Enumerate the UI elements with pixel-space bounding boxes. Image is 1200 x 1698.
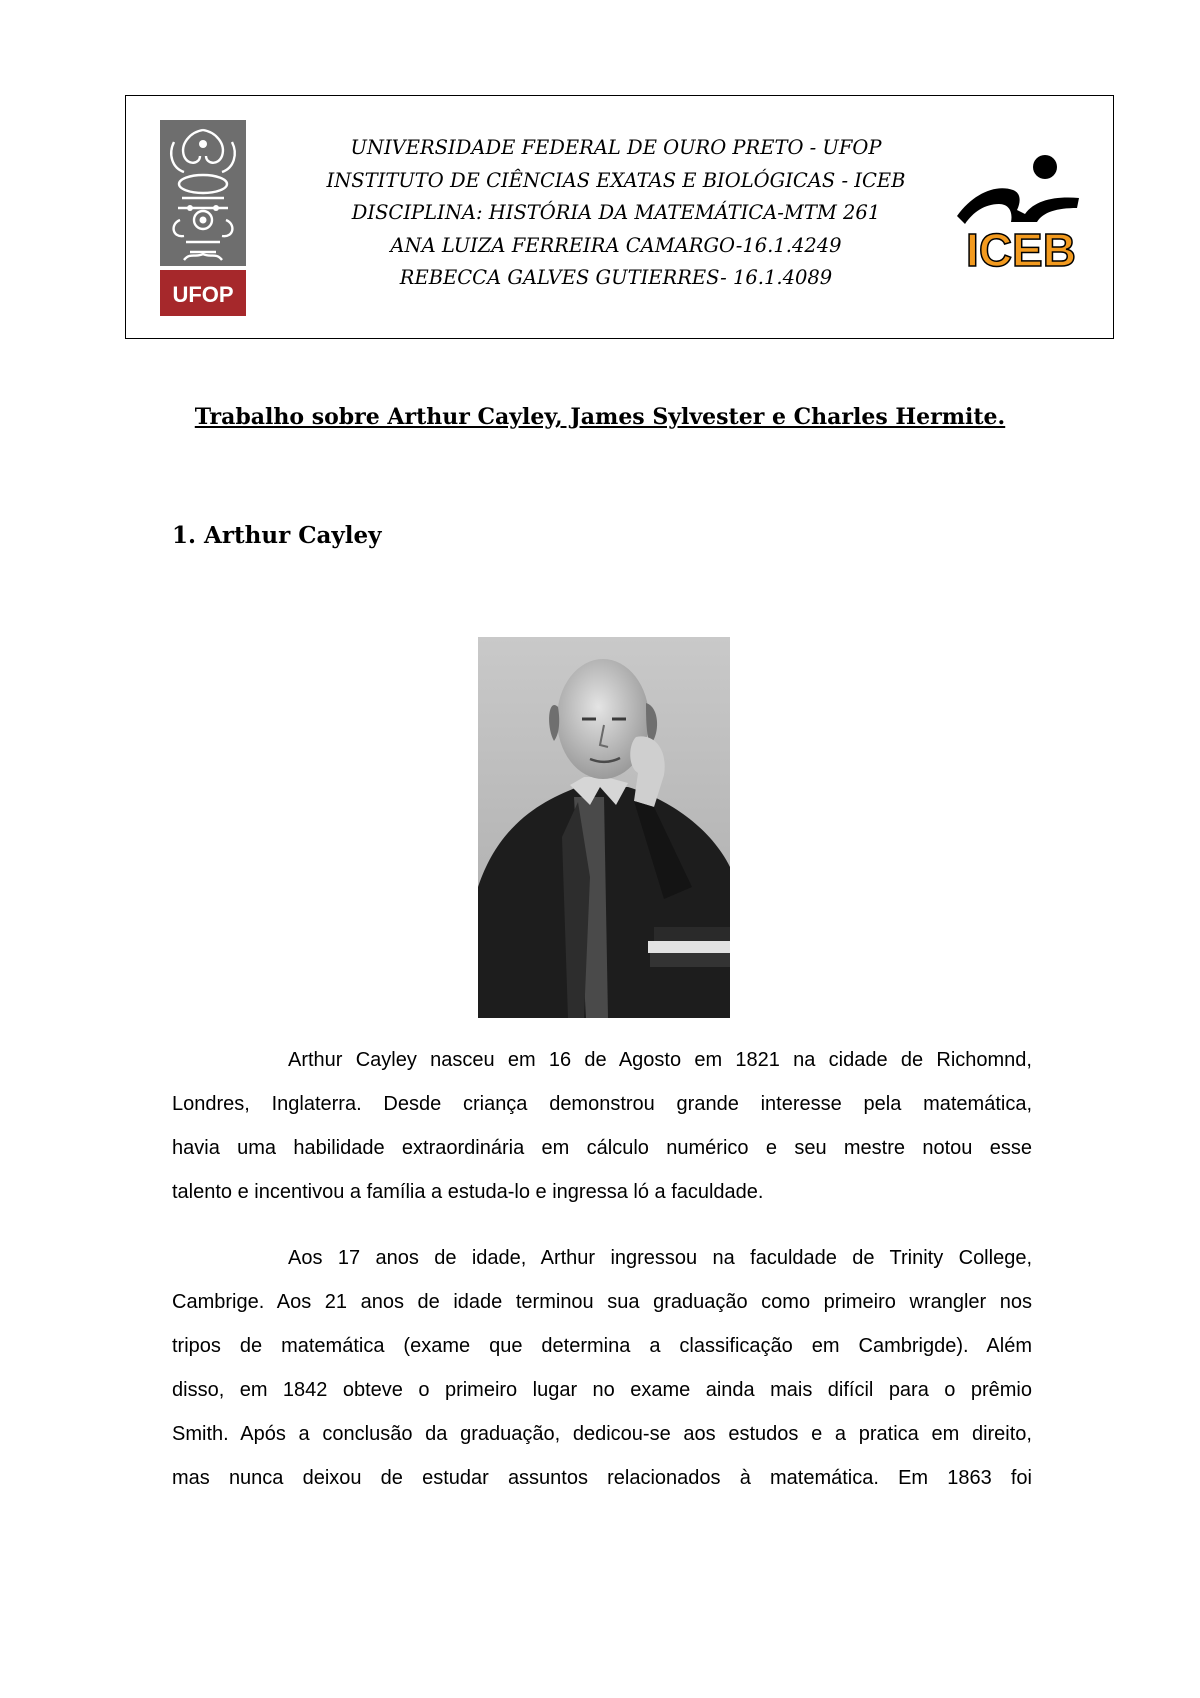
paragraph-2-line: tripos de matemática (exame que determina a classificação em Cambrigde). Além	[172, 1335, 1032, 1357]
header-line-institute: INSTITUTO DE CIÊNCIAS EXATAS E BIOLÓGICAS - ICEB	[326, 168, 906, 192]
section-title: Arthur Cayley	[204, 522, 382, 549]
header-box	[125, 95, 1114, 339]
iceb-logo	[951, 154, 1091, 272]
header-text	[306, 132, 926, 295]
section-number: 1.	[172, 522, 197, 549]
paragraph-2-line: Aos 17 anos de idade, Arthur ingressou na faculdade de Trinity College,	[288, 1247, 1032, 1269]
header-line-discipline: DISCIPLINA: HISTÓRIA DA MATEMÁTICA-MTM 261	[351, 201, 881, 224]
paragraph-2-line: mas nunca deixou de estudar assuntos relacionados à matemática. Em 1863 foi	[172, 1467, 1032, 1489]
paragraph-1-line: talento e incentivou a família a estuda-lo e ingressa ló a faculdade.	[172, 1181, 764, 1203]
paragraph-1-line: Londres, Inglaterra. Desde criança demonstrou grande interesse pela matemática,	[172, 1093, 1032, 1115]
ufop-logo-text: UFOP	[172, 282, 234, 307]
paragraph-2	[172, 1236, 1032, 1500]
section-heading	[172, 522, 382, 549]
document-title: Trabalho sobre Arthur Cayley, James Sylvester e Charles Hermite.	[194, 404, 1006, 430]
ufop-logo	[160, 120, 246, 316]
header-line-author-1: ANA LUIZA FERREIRA CAMARGO-16.1.4249	[390, 233, 842, 257]
portrait-photo-icon	[478, 637, 730, 1018]
paragraph-1-line: havia uma habilidade extraordinária em cálculo numérico e seu mestre notou esse	[172, 1137, 1032, 1159]
header-line-university: UNIVERSIDADE FEDERAL DE OURO PRETO - UFOP	[350, 136, 882, 159]
paragraph-1-line: Arthur Cayley nasceu em 16 de Agosto em 1821 na cidade de Richomnd,	[288, 1049, 1032, 1071]
paragraph-2-line: Smith. Após a conclusão da graduação, dedicou-se aos estudos e a pratica em direito,	[172, 1423, 1032, 1445]
paragraph-1	[172, 1038, 1032, 1214]
paragraph-2-line: disso, em 1842 obteve o primeiro lugar no exame ainda mais difícil para o prêmio	[172, 1379, 1032, 1401]
iceb-logo-text: ICEB	[966, 224, 1076, 272]
paragraph-2-line: Cambrige. Aos 21 anos de idade terminou sua graduação como primeiro wrangler nos	[172, 1291, 1032, 1313]
header-line-author-2: REBECCA GALVES GUTIERRES- 16.1.4089	[399, 266, 833, 289]
